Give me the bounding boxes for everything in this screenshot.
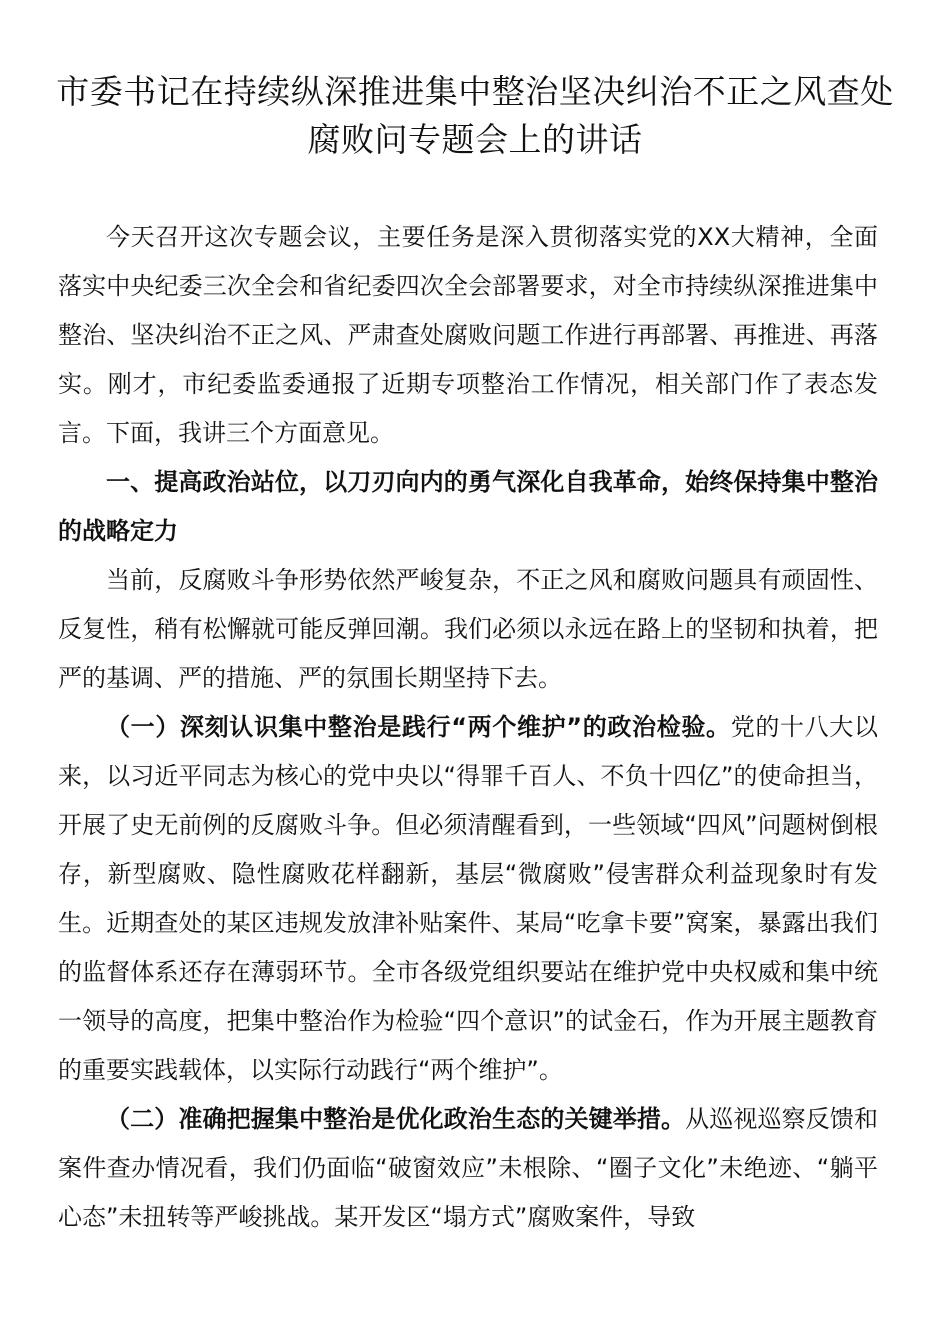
document-title: 市委书记在持续纵深推进集中整治坚决纠治不正之风查处腐败问专题会上的讲话 bbox=[56, 72, 894, 159]
subsection-1-heading: （一）深刻认识集中整治是践行“两个维护”的政治检验。 bbox=[106, 713, 731, 741]
paragraph-intro: 今天召开这次专题会议，主要任务是深入贯彻落实党的XX大精神，全面落实中央纪委三次全会和省纪委四次全会部署要求，对全市持续纵深推进集中整治、坚决纠治不正之风、严肃查处腐败问题工作进行再部署、再推进、再落实。刚才，市纪委监委通报了近期专项整治工作情况，相关部门作了表态发言。下面，我讲三个方面意见。 bbox=[58, 223, 878, 447]
subsection-1 bbox=[58, 703, 878, 1095]
document-body bbox=[58, 213, 878, 1242]
section-heading-1: 一、提高政治站位，以刀刃向内的勇气深化自我革命，始终保持集中整治的战略定力 bbox=[58, 468, 878, 545]
subsection-2-heading: （二）准确把握集中整治是优化政治生态的关键举措。 bbox=[106, 1105, 686, 1133]
paragraph-situation: 当前，反腐败斗争形势依然严峻复杂，不正之风和腐败问题具有顽固性、反复性，稍有松懈就可能反弹回潮。我们必须以永远在路上的坚韧和执着，把严的基调、严的措施、严的氛围长期坚持下去。 bbox=[58, 566, 878, 692]
subsection-1-body: 党的十八大以来，以习近平同志为核心的党中央以“得罪千百人、不负十四亿”的使命担当，开展了史无前例的反腐败斗争。但必须清醒看到，一些领域“四风”问题树倒根存，新型腐败、隐性腐败花样翻新，基层“微腐败”侵害群众利益现象时有发生。近期查处的某区违规发放津补贴案件、某局“吃拿卡要”窝案，暴露出我们的监督体系还存在薄弱环节。全市各级党组织要站在维护党中央权威和集中统一领导的高度，把集中整治作为检验“四个意识”的试金石，作为开展主题教育的重要实践载体，以实际行动践行“两个维护”。 bbox=[58, 713, 879, 1084]
subsection-2 bbox=[58, 1095, 878, 1242]
subsection-2-body: 从巡视巡察反馈和案件查办情况看，我们仍面临“破窗效应”未根除、“圈子文化”未绝迹、“躺平心态”未扭转等严峻挑战。某开发区“塌方式”腐败案件，导致 bbox=[58, 1105, 879, 1231]
